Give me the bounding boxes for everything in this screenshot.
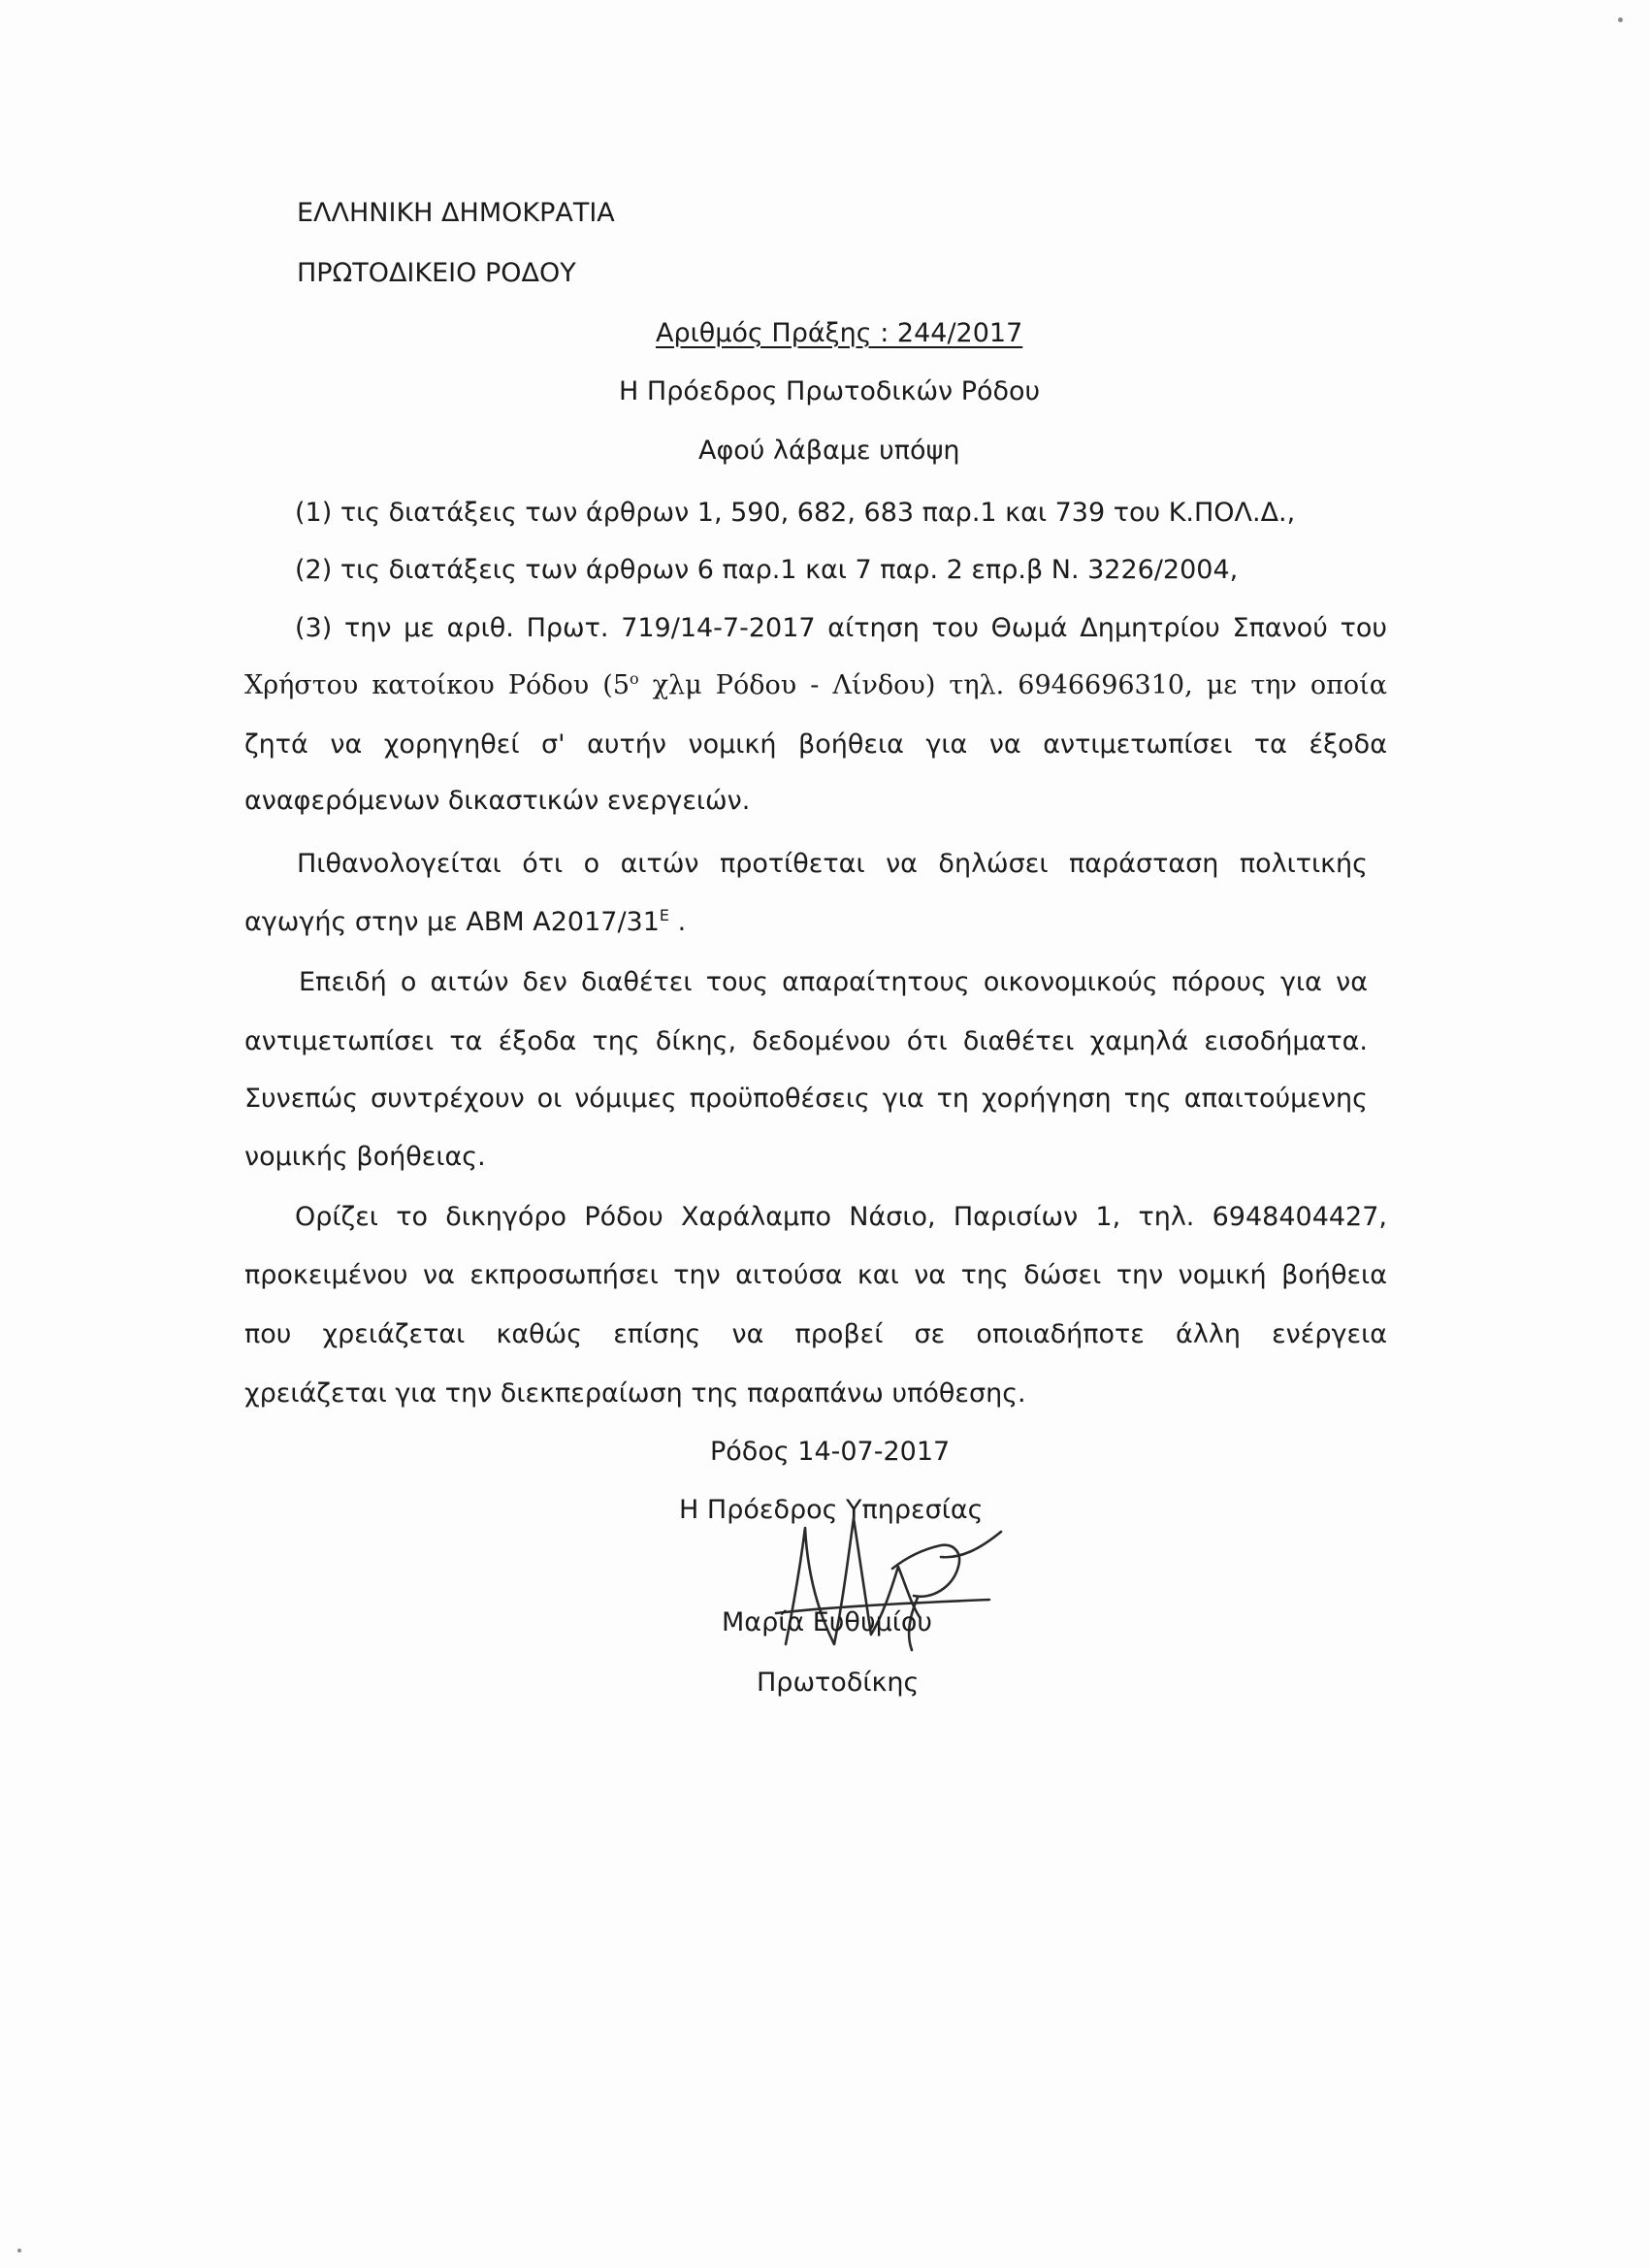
paragraph-2-line-4: νομικής βοήθειας. bbox=[244, 1142, 486, 1172]
consideration-3-line-2 bbox=[244, 668, 1387, 703]
president-heading: Η Πρόεδρος Πρωτοδικών Ρόδου bbox=[619, 376, 1041, 406]
considering-heading: Αφού λάβαμε υπόψη bbox=[698, 436, 960, 466]
consideration-3-line-2-end: χλμ Ρόδου - Λίνδου) τηλ. 6946696310, με την οποία bbox=[638, 670, 1387, 700]
paragraph-1-line-2-start: αγωγής στην με ΑΒΜ Α2017/31 bbox=[244, 907, 660, 937]
scan-speck bbox=[17, 2249, 21, 2252]
consideration-3-line-4: αναφερόμενων δικαστικών ενεργειών. bbox=[244, 786, 751, 816]
paragraph-1-line-2 bbox=[244, 905, 686, 940]
place-date: Ρόδος 14-07-2017 bbox=[710, 1437, 951, 1467]
consideration-2: (2) τις διατάξεις των άρθρων 6 παρ.1 και 7 παρ. 2 επρ.β Ν. 3226/2004, bbox=[295, 555, 1239, 585]
paragraph-3-line-1: Ορίζει το δικηγόρο Ρόδου Χαράλαμπο Νάσιο, Παρισίων 1, τηλ. 6948404427, bbox=[295, 1202, 1387, 1232]
signatory-rank: Πρωτοδίκης bbox=[757, 1668, 920, 1698]
paragraph-2-line-3: Συνεπώς συντρέχουν οι νόμιμες προϋποθέσεις για τη χορήγηση της απαιτούμενης bbox=[244, 1084, 1368, 1114]
scan-speck bbox=[1618, 17, 1623, 22]
consideration-3-line-1: (3) την με αριθ. Πρωτ. 719/14-7-2017 αίτηση του Θωμά Δημητρίου Σπανού του bbox=[295, 613, 1387, 643]
paragraph-2-line-1: Επειδή ο αιτών δεν διαθέτει τους απαραίτητους οικονομικούς πόρους για να bbox=[299, 967, 1368, 997]
act-number: Αριθμός Πράξης : 244/2017 bbox=[656, 318, 1023, 348]
signatory-title: Η Πρόεδρος Υπηρεσίας bbox=[679, 1495, 984, 1525]
paragraph-3-line-4: χρειάζεται για την διεκπεραίωση της παραπάνω υπόθεσης. bbox=[244, 1378, 1026, 1409]
signatory-name: Μαρία Ευθυμίου bbox=[722, 1607, 933, 1637]
paragraph-1-line-2-end: . bbox=[669, 907, 687, 937]
paragraph-3-line-3: που χρειάζεται καθώς επίσης να προβεί σε οποιαδήποτε άλλη ενέργεια bbox=[244, 1319, 1387, 1349]
case-superscript: Ε bbox=[659, 906, 670, 924]
consideration-3-line-3: ζητά να χορηγηθεί σ' αυτήν νομική βοήθεια για να αντιμετωπίσει τα έξοδα bbox=[244, 729, 1387, 760]
paragraph-3-line-2: προκειμένου να εκπροσωπήσει την αιτούσα και να της δώσει την νομική βοήθεια bbox=[244, 1260, 1387, 1290]
consideration-1: (1) τις διατάξεις των άρθρων 1, 590, 682, 683 παρ.1 και 739 του Κ.ΠΟΛ.Δ., bbox=[295, 498, 1296, 528]
court-heading: ΠΡΩΤΟΔΙΚΕΙΟ ΡΟΔΟΥ bbox=[297, 258, 576, 288]
paragraph-2-line-2: αντιμετωπίσει τα έξοδα της δίκης, δεδομένου ότι διαθέτει χαμηλά εισοδήματα. bbox=[244, 1026, 1368, 1056]
ordinal-superscript: ο bbox=[630, 669, 639, 688]
paragraph-1-line-1: Πιθανολογείται ότι ο αιτών προτίθεται να δηλώσει παράσταση πολιτικής bbox=[297, 849, 1368, 879]
republic-heading: ΕΛΛΗΝΙΚΗ ΔΗΜΟΚΡΑΤΙΑ bbox=[297, 198, 615, 228]
consideration-3-line-2-start: Χρήστου κατοίκου Ρόδου (5 bbox=[244, 670, 630, 700]
